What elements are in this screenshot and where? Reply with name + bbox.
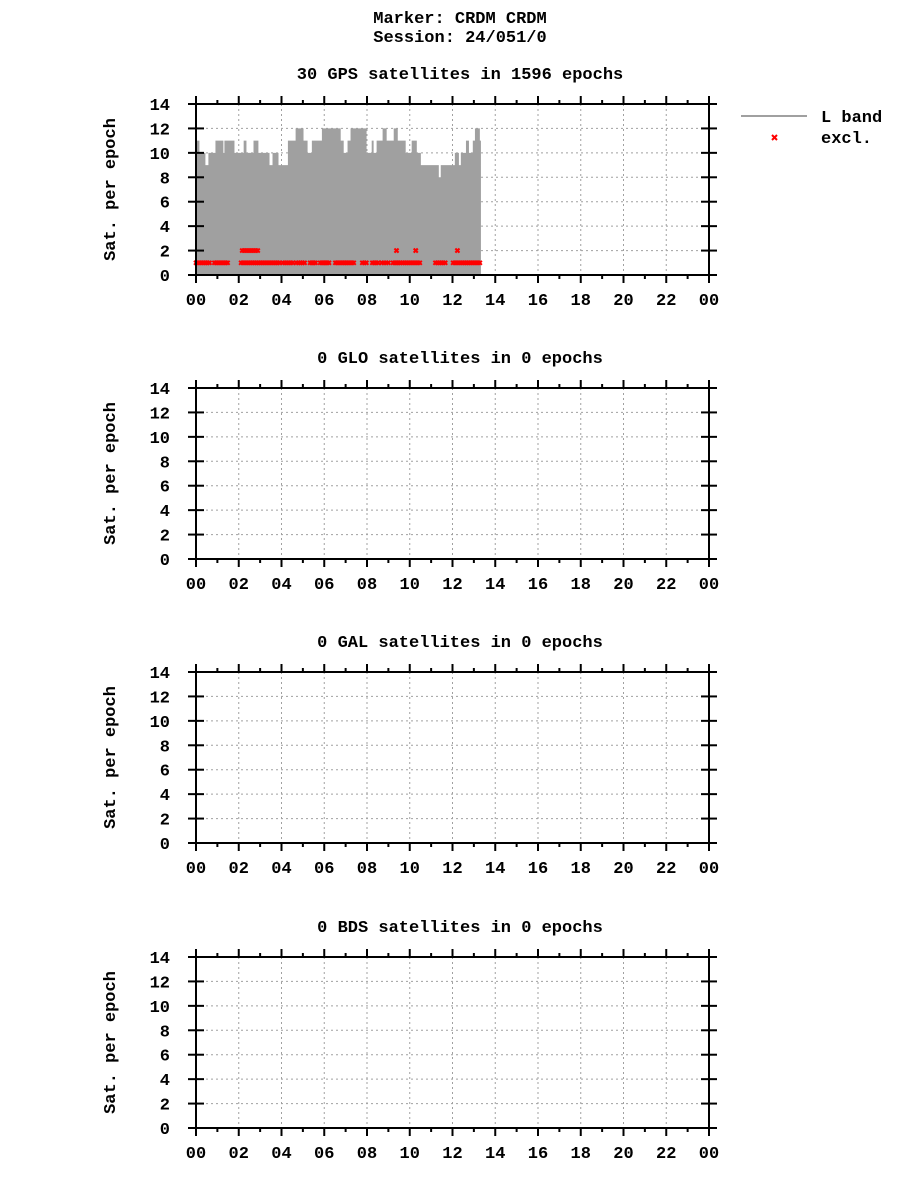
y-tick-label: 12 bbox=[149, 974, 170, 994]
x-tick-label: 22 bbox=[656, 576, 677, 595]
x-tick-label: 22 bbox=[656, 292, 677, 311]
y-tick-label: 0 bbox=[159, 836, 170, 855]
y-tick-label: 10 bbox=[149, 713, 170, 733]
x-tick-label: 02 bbox=[228, 292, 249, 311]
y-tick-label: 6 bbox=[159, 194, 170, 214]
x-tick-label: 10 bbox=[399, 860, 420, 879]
y-tick-label: 2 bbox=[159, 811, 170, 831]
y-tick-label: 4 bbox=[159, 1072, 170, 1092]
x-tick-label: 08 bbox=[356, 292, 378, 311]
x-tick-label: 20 bbox=[613, 860, 634, 879]
legend-lband-label: L band bbox=[821, 109, 883, 128]
x-tick-label: 12 bbox=[442, 292, 463, 311]
x-tick-label: 00 bbox=[185, 860, 207, 879]
x-tick-label: 08 bbox=[356, 1145, 378, 1164]
y-tick-label: 10 bbox=[149, 429, 170, 449]
x-tick-label: 14 bbox=[485, 860, 506, 879]
excl-marker bbox=[327, 261, 331, 265]
x-tick-label: 00 bbox=[698, 576, 720, 595]
chart-panel-0 bbox=[102, 66, 719, 311]
y-tick-label: 6 bbox=[159, 478, 170, 498]
x-tick-label: 14 bbox=[485, 576, 506, 595]
y-tick-label: 12 bbox=[149, 121, 170, 141]
x-tick-label: 04 bbox=[271, 860, 292, 879]
legend-excl-marker bbox=[772, 135, 777, 140]
x-tick-label: 06 bbox=[314, 1145, 335, 1164]
excl-marker bbox=[394, 249, 398, 253]
y-axis-label: Sat. per epoch bbox=[102, 402, 121, 545]
y-tick-label: 12 bbox=[149, 689, 170, 709]
chart-panel-2 bbox=[102, 634, 719, 879]
x-tick-label: 12 bbox=[442, 1145, 463, 1164]
x-tick-label: 16 bbox=[527, 576, 549, 595]
x-tick-label: 14 bbox=[485, 292, 506, 311]
marker-title: Marker: CRDM CRDM bbox=[373, 10, 547, 29]
x-tick-label: 12 bbox=[442, 576, 463, 595]
x-tick-label: 02 bbox=[228, 860, 249, 879]
y-axis-label: Sat. per epoch bbox=[102, 971, 121, 1114]
x-tick-label: 06 bbox=[314, 292, 335, 311]
excl-marker bbox=[303, 261, 307, 265]
y-tick-label: 14 bbox=[149, 950, 170, 969]
y-tick-label: 8 bbox=[159, 454, 170, 474]
x-tick-label: 00 bbox=[185, 292, 207, 311]
x-tick-label: 12 bbox=[442, 860, 463, 879]
y-tick-label: 4 bbox=[159, 219, 170, 239]
y-tick-label: 6 bbox=[159, 762, 170, 782]
y-tick-label: 6 bbox=[159, 1047, 170, 1067]
excl-marker bbox=[414, 249, 418, 253]
legend bbox=[741, 109, 882, 149]
excl-marker bbox=[364, 261, 368, 265]
chart-title: 0 GAL satellites in 0 epochs bbox=[317, 634, 603, 653]
y-tick-label: 2 bbox=[159, 243, 170, 263]
x-tick-label: 22 bbox=[656, 860, 677, 879]
y-tick-label: 4 bbox=[159, 787, 170, 807]
x-tick-label: 08 bbox=[356, 860, 378, 879]
x-tick-label: 16 bbox=[527, 292, 549, 311]
y-tick-label: 0 bbox=[159, 268, 170, 287]
x-tick-label: 04 bbox=[271, 292, 292, 311]
x-tick-label: 10 bbox=[399, 292, 420, 311]
x-tick-label: 06 bbox=[314, 860, 335, 879]
x-tick-label: 22 bbox=[656, 1145, 677, 1164]
excl-marker bbox=[386, 261, 390, 265]
chart-panel-3 bbox=[102, 919, 719, 1164]
y-tick-label: 14 bbox=[149, 381, 170, 400]
x-tick-label: 18 bbox=[570, 292, 591, 311]
y-tick-label: 8 bbox=[159, 1023, 170, 1043]
x-tick-label: 02 bbox=[228, 576, 249, 595]
y-tick-label: 14 bbox=[149, 97, 170, 116]
excl-marker bbox=[455, 249, 459, 253]
x-tick-label: 02 bbox=[228, 1145, 249, 1164]
x-tick-label: 20 bbox=[613, 292, 634, 311]
excl-marker bbox=[226, 261, 230, 265]
x-tick-label: 20 bbox=[613, 576, 634, 595]
x-tick-label: 00 bbox=[698, 1145, 720, 1164]
y-tick-label: 4 bbox=[159, 503, 170, 523]
chart-title: 0 GLO satellites in 0 epochs bbox=[317, 350, 603, 369]
y-tick-label: 0 bbox=[159, 552, 170, 571]
x-tick-label: 18 bbox=[570, 1145, 591, 1164]
x-tick-label: 08 bbox=[356, 576, 378, 595]
y-tick-label: 2 bbox=[159, 527, 170, 547]
x-tick-label: 16 bbox=[527, 1145, 549, 1164]
x-tick-label: 04 bbox=[271, 1145, 292, 1164]
x-tick-label: 16 bbox=[527, 860, 549, 879]
x-tick-label: 14 bbox=[485, 1145, 506, 1164]
y-tick-label: 0 bbox=[159, 1121, 170, 1140]
excl-marker bbox=[418, 261, 422, 265]
x-tick-label: 18 bbox=[570, 576, 591, 595]
x-tick-label: 20 bbox=[613, 1145, 634, 1164]
y-tick-label: 10 bbox=[149, 998, 170, 1018]
x-tick-label: 00 bbox=[185, 576, 207, 595]
y-tick-label: 14 bbox=[149, 665, 170, 684]
chart-title: 30 GPS satellites in 1596 epochs bbox=[296, 66, 624, 85]
excl-marker bbox=[443, 261, 447, 265]
y-tick-label: 8 bbox=[159, 170, 170, 190]
x-tick-label: 00 bbox=[698, 292, 720, 311]
excl-marker bbox=[478, 261, 482, 265]
y-tick-label: 12 bbox=[149, 405, 170, 425]
session-title: Session: 24/051/0 bbox=[373, 29, 547, 48]
y-tick-label: 8 bbox=[159, 738, 170, 758]
excl-marker bbox=[352, 261, 356, 265]
legend-excl-label: excl. bbox=[821, 130, 873, 149]
y-axis-label: Sat. per epoch bbox=[102, 118, 121, 261]
chart-title: 0 BDS satellites in 0 epochs bbox=[317, 919, 603, 938]
x-tick-label: 00 bbox=[185, 1145, 207, 1164]
x-tick-label: 10 bbox=[399, 576, 420, 595]
x-tick-label: 18 bbox=[570, 860, 591, 879]
excl-marker bbox=[207, 261, 211, 265]
y-tick-label: 2 bbox=[159, 1096, 170, 1116]
x-tick-label: 04 bbox=[271, 576, 292, 595]
x-tick-label: 00 bbox=[698, 860, 720, 879]
y-axis-label: Sat. per epoch bbox=[102, 686, 121, 829]
x-tick-label: 10 bbox=[399, 1145, 420, 1164]
excl-marker bbox=[313, 261, 317, 265]
y-tick-label: 10 bbox=[149, 145, 170, 165]
x-tick-label: 06 bbox=[314, 576, 335, 595]
excl-marker bbox=[256, 249, 260, 253]
chart-panel-1 bbox=[102, 350, 719, 595]
